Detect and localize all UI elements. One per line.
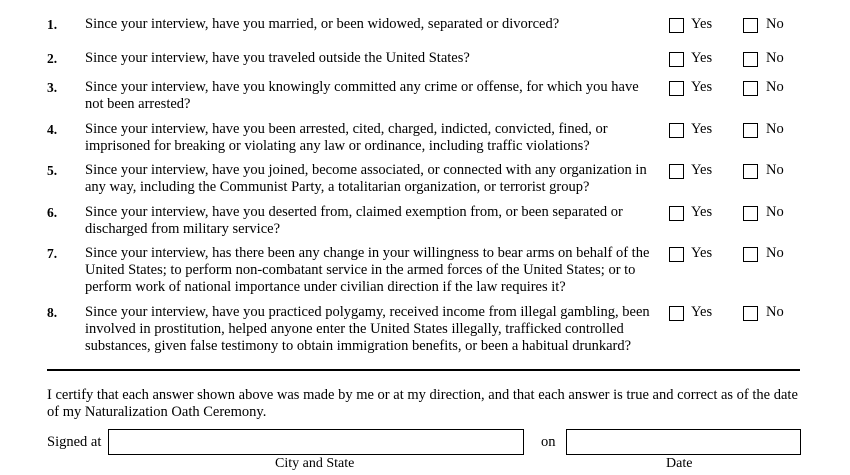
no-label: No [766, 121, 784, 137]
no-checkbox-q6[interactable] [743, 206, 758, 221]
yes-checkbox-q3[interactable] [669, 81, 684, 96]
no-checkbox-q4[interactable] [743, 123, 758, 138]
no-checkbox-q5[interactable] [743, 164, 758, 179]
yes-checkbox-q6[interactable] [669, 206, 684, 221]
question-number: 3. [47, 80, 58, 95]
certification-text: I certify that each answer shown above was made by me or at my direction, and that each answer is true and correct as of the date of my Naturalization Oath Ceremony. [47, 387, 798, 420]
yes-checkbox-q7[interactable] [669, 247, 684, 262]
yes-label: Yes [691, 79, 713, 95]
question-text: Since your interview, have you married, or been widowed, separated or divorced? [85, 16, 560, 32]
question-number: 2. [47, 51, 58, 66]
yes-label: Yes [691, 162, 713, 178]
question-number: 5. [47, 163, 58, 178]
no-checkbox-q8[interactable] [743, 306, 758, 321]
question-text: Since your interview, have you knowingly committed any crime or offense, for which you have not been arrested? [85, 79, 639, 112]
yes-label: Yes [691, 245, 713, 261]
no-label: No [766, 304, 784, 320]
question-number: 7. [47, 246, 58, 261]
yes-label: Yes [691, 304, 713, 320]
no-checkbox-q7[interactable] [743, 247, 758, 262]
question-text: Since your interview, have you traveled outside the United States? [85, 50, 470, 66]
yes-checkbox-q1[interactable] [669, 18, 684, 33]
no-label: No [766, 204, 784, 220]
section-divider [47, 369, 800, 371]
question-text: Since your interview, have you deserted from, claimed exemption from, or been separated or discharged from military service? [85, 204, 623, 237]
no-label: No [766, 245, 784, 261]
no-label: No [766, 162, 784, 178]
signed-at-label: Signed at [47, 434, 102, 450]
question-number: 4. [47, 122, 58, 137]
yes-checkbox-q8[interactable] [669, 306, 684, 321]
yes-checkbox-q5[interactable] [669, 164, 684, 179]
question-text: Since your interview, have you practiced polygamy, received income from illegal gambling, been involved in prostitution, helped anyone enter the United States illegally, trafficked controlled substances, given false testimony to obtain immigration benefits, or been a habitual drunkard? [85, 304, 650, 354]
question-text: Since your interview, have you been arrested, cited, charged, indicted, convicted, fined, or imprisoned for breaking or violating any law or ordinance, including traffic violations? [85, 121, 608, 154]
date-input[interactable] [566, 429, 801, 455]
question-number: 8. [47, 305, 58, 320]
question-number: 6. [47, 205, 58, 220]
yes-label: Yes [691, 204, 713, 220]
yes-checkbox-q4[interactable] [669, 123, 684, 138]
date-caption: Date [666, 456, 693, 471]
no-checkbox-q2[interactable] [743, 52, 758, 67]
yes-checkbox-q2[interactable] [669, 52, 684, 67]
yes-label: Yes [691, 16, 713, 32]
no-label: No [766, 50, 784, 66]
question-number: 1. [47, 17, 58, 32]
yes-label: Yes [691, 50, 713, 66]
no-label: No [766, 79, 784, 95]
city-state-input[interactable] [108, 429, 524, 455]
yes-label: Yes [691, 121, 713, 137]
city-state-caption: City and State [275, 456, 355, 471]
no-checkbox-q3[interactable] [743, 81, 758, 96]
question-text: Since your interview, has there been any change in your willingness to bear arms on behalf of the United States; to perform non-combatant service in the armed forces of the United States; or to perform work of national importance under civilian direction if the law requires it? [85, 245, 650, 295]
on-label: on [541, 434, 556, 450]
no-label: No [766, 16, 784, 32]
question-text: Since your interview, have you joined, become associated, or connected with any organization in any way, including the Communist Party, a totalitarian organization, or terrorist group? [85, 162, 647, 195]
no-checkbox-q1[interactable] [743, 18, 758, 33]
